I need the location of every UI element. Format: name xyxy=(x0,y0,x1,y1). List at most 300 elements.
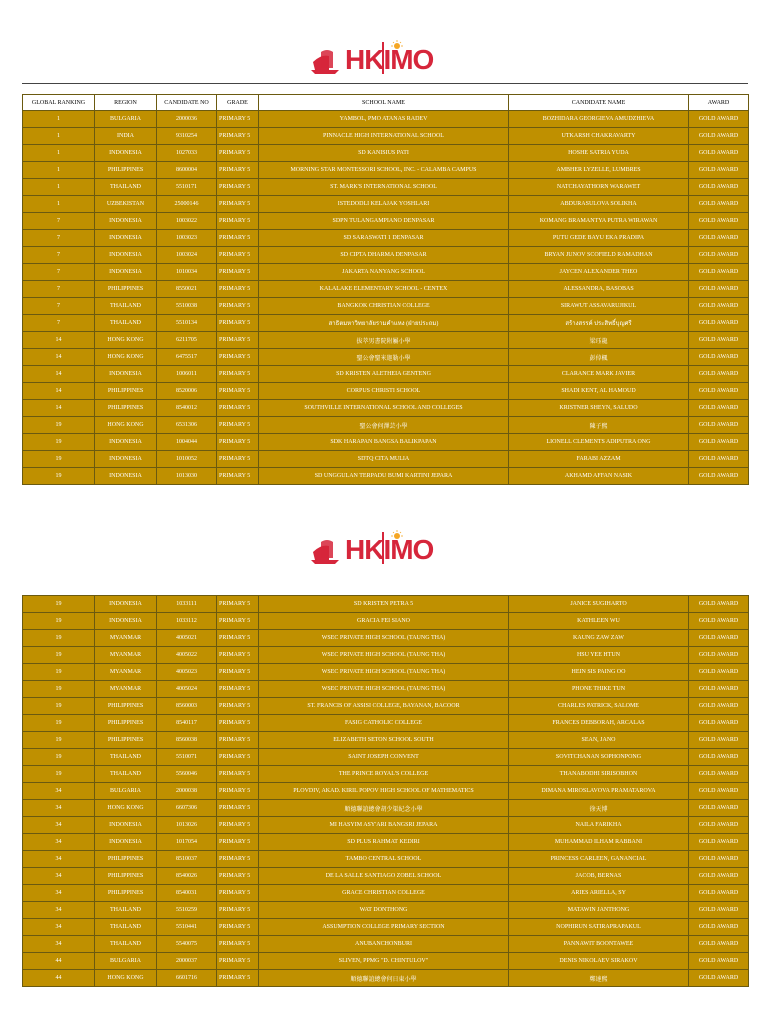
cell-candidate-name: 彭倬楓 xyxy=(509,349,689,366)
cell-candidate-no: 8540012 xyxy=(157,400,217,417)
cell-global-ranking: 19 xyxy=(23,451,95,468)
cell-candidate-name: CLARANCE MARK JAVIER xyxy=(509,366,689,383)
cell-award: GOLD AWARD xyxy=(689,264,749,281)
cell-region: INDONESIA xyxy=(95,596,157,613)
table-row xyxy=(23,664,749,681)
cell-grade: PRIMARY 5 xyxy=(217,400,259,417)
table-row xyxy=(23,162,749,179)
results-table-1 xyxy=(22,94,749,485)
table-row xyxy=(23,970,749,987)
cell-school-name: WSEC PRIVATE HIGH SCHOOL (TAUNG THA) xyxy=(259,681,509,698)
cell-grade: PRIMARY 5 xyxy=(217,247,259,264)
cell-school-name: 聖公會何澤芸小學 xyxy=(259,417,509,434)
cell-region: THAILAND xyxy=(95,766,157,783)
cell-grade: PRIMARY 5 xyxy=(217,596,259,613)
cell-global-ranking: 44 xyxy=(23,970,95,987)
cell-school-name: PLOVDIV, AKAD. KIRIL POPOV HIGH SCHOOL OF MATHEMATICS xyxy=(259,783,509,800)
cell-candidate-no: 1013026 xyxy=(157,817,217,834)
cell-school-name: ST. FRANCIS OF ASSISI COLLEGE, BAYANAN, BACOOR xyxy=(259,698,509,715)
cell-candidate-name: PANNAWIT BOONTAWEE xyxy=(509,936,689,953)
cell-candidate-no: 8550021 xyxy=(157,281,217,298)
cell-global-ranking: 19 xyxy=(23,715,95,732)
cell-award: GOLD AWARD xyxy=(689,196,749,213)
cell-region: THAILAND xyxy=(95,315,157,332)
cell-region: PHILIPPINES xyxy=(95,732,157,749)
table-row xyxy=(23,332,749,349)
cell-award: GOLD AWARD xyxy=(689,630,749,647)
cell-grade: PRIMARY 5 xyxy=(217,630,259,647)
cell-candidate-name: JACOB, BERNAS xyxy=(509,868,689,885)
cell-candidate-name: PRINCESS CARLEEN, GANANCIAL xyxy=(509,851,689,868)
cell-candidate-name: ALESSANDRA, BASOBAS xyxy=(509,281,689,298)
cell-global-ranking: 19 xyxy=(23,434,95,451)
cell-school-name: SD KRISTEN PETRA 5 xyxy=(259,596,509,613)
cell-candidate-no: 8600004 xyxy=(157,162,217,179)
table-row xyxy=(23,434,749,451)
cell-global-ranking: 19 xyxy=(23,749,95,766)
cell-region: PHILIPPINES xyxy=(95,868,157,885)
cell-region: THAILAND xyxy=(95,936,157,953)
cell-candidate-no: 1010034 xyxy=(157,264,217,281)
cell-school-name: SDK HARAPAN BANGSA BALIKPAPAN xyxy=(259,434,509,451)
cell-award: GOLD AWARD xyxy=(689,936,749,953)
cell-global-ranking: 7 xyxy=(23,315,95,332)
cell-grade: PRIMARY 5 xyxy=(217,366,259,383)
cell-candidate-name: CHARLES PATRICK, SALOME xyxy=(509,698,689,715)
cell-region: PHILIPPINES xyxy=(95,715,157,732)
cell-region: PHILIPPINES xyxy=(95,383,157,400)
cell-award: GOLD AWARD xyxy=(689,970,749,987)
cell-award: GOLD AWARD xyxy=(689,366,749,383)
cell-global-ranking: 19 xyxy=(23,681,95,698)
cell-region: HONG KONG xyxy=(95,349,157,366)
cell-school-name: WSEC PRIVATE HIGH SCHOOL (TAUNG THA) xyxy=(259,647,509,664)
table-row xyxy=(23,281,749,298)
cell-grade: PRIMARY 5 xyxy=(217,298,259,315)
table-row xyxy=(23,749,749,766)
cell-grade: PRIMARY 5 xyxy=(217,834,259,851)
col-candidate-name: CANDIDATE NAME xyxy=(509,95,689,111)
cell-candidate-name: 鄭達熙 xyxy=(509,970,689,987)
cell-global-ranking: 34 xyxy=(23,902,95,919)
cell-candidate-name: KATHLEEN WU xyxy=(509,613,689,630)
cell-grade: PRIMARY 5 xyxy=(217,468,259,485)
cell-candidate-name: SEAN, JANO xyxy=(509,732,689,749)
table-row xyxy=(23,885,749,902)
table-row xyxy=(23,953,749,970)
cell-school-name: TAMBO CENTRAL SCHOOL xyxy=(259,851,509,868)
cell-award: GOLD AWARD xyxy=(689,162,749,179)
cell-candidate-no: 1004044 xyxy=(157,434,217,451)
cell-region: BULGARIA xyxy=(95,953,157,970)
col-school-name: SCHOOL NAME xyxy=(259,95,509,111)
cell-grade: PRIMARY 5 xyxy=(217,417,259,434)
cell-candidate-no: 1013030 xyxy=(157,468,217,485)
cell-candidate-name: สร้างสรรค์ ประสิทธิ์บุญศรี xyxy=(509,315,689,332)
cell-region: HONG KONG xyxy=(95,970,157,987)
cell-region: HONG KONG xyxy=(95,800,157,817)
cell-grade: PRIMARY 5 xyxy=(217,868,259,885)
cell-school-name: ASSUMPTION COLLEGE PRIMARY SECTION xyxy=(259,919,509,936)
cell-school-name: PINNACLE HIGH INTERNATIONAL SCHOOL xyxy=(259,128,509,145)
cell-award: GOLD AWARD xyxy=(689,468,749,485)
cell-region: INDONESIA xyxy=(95,817,157,834)
cell-award: GOLD AWARD xyxy=(689,111,749,128)
cell-region: MYANMAR xyxy=(95,647,157,664)
cell-award: GOLD AWARD xyxy=(689,417,749,434)
cell-grade: PRIMARY 5 xyxy=(217,145,259,162)
cell-candidate-name: ARIES ARIELLA, SY xyxy=(509,885,689,902)
cell-school-name: SD KRISTEN ALETHEIA GENTENG xyxy=(259,366,509,383)
cell-region: INDONESIA xyxy=(95,247,157,264)
table-body-1 xyxy=(23,111,749,485)
cell-school-name: SD UNGGULAN TERPADU BUMI KARTINI JEPARA xyxy=(259,468,509,485)
hkimo-logo xyxy=(0,40,768,80)
cell-grade: PRIMARY 5 xyxy=(217,783,259,800)
cell-candidate-no: 6607306 xyxy=(157,800,217,817)
cell-global-ranking: 44 xyxy=(23,953,95,970)
cell-award: GOLD AWARD xyxy=(689,749,749,766)
col-grade: GRADE xyxy=(217,95,259,111)
cell-candidate-no: 8540026 xyxy=(157,868,217,885)
cell-candidate-no: 8560038 xyxy=(157,732,217,749)
cell-global-ranking: 19 xyxy=(23,468,95,485)
cell-school-name: GRACIA FEI SIANO xyxy=(259,613,509,630)
cell-award: GOLD AWARD xyxy=(689,953,749,970)
cell-school-name: WSEC PRIVATE HIGH SCHOOL (TAUNG THA) xyxy=(259,664,509,681)
cell-global-ranking: 19 xyxy=(23,647,95,664)
col-region: REGION xyxy=(95,95,157,111)
cell-candidate-name: SIRAWUT ASSAVARUJIKUL xyxy=(509,298,689,315)
cell-grade: PRIMARY 5 xyxy=(217,800,259,817)
table-row xyxy=(23,383,749,400)
cell-candidate-name: 徐天博 xyxy=(509,800,689,817)
table-row xyxy=(23,800,749,817)
cell-global-ranking: 19 xyxy=(23,630,95,647)
cell-grade: PRIMARY 5 xyxy=(217,817,259,834)
cell-school-name: SAINT JOSEPH CONVENT xyxy=(259,749,509,766)
cell-candidate-name: BRYAN JUNOV SCOFIELD RAMADHAN xyxy=(509,247,689,264)
cell-global-ranking: 1 xyxy=(23,162,95,179)
cell-candidate-no: 4005022 xyxy=(157,647,217,664)
cell-award: GOLD AWARD xyxy=(689,647,749,664)
cell-region: INDONESIA xyxy=(95,834,157,851)
table-row xyxy=(23,179,749,196)
cell-school-name: SDTQ CITA MULIA xyxy=(259,451,509,468)
cell-global-ranking: 34 xyxy=(23,868,95,885)
cell-candidate-no: 2000037 xyxy=(157,953,217,970)
cell-global-ranking: 1 xyxy=(23,196,95,213)
cell-school-name: KALALAKE ELEMENTARY SCHOOL - CENTEX xyxy=(259,281,509,298)
cell-candidate-name: AKHAMD AFFAN NASIK xyxy=(509,468,689,485)
table-row xyxy=(23,902,749,919)
table-row xyxy=(23,128,749,145)
cell-candidate-name: HOSHE SATRIA YUDA xyxy=(509,145,689,162)
cell-region: BULGARIA xyxy=(95,111,157,128)
cell-candidate-name: FRANCES DEBBORAH, ARCALAS xyxy=(509,715,689,732)
cell-school-name: สาธิตมหาวิทยาลัยรามคำแหง (ฝ่ายประถม) xyxy=(259,315,509,332)
cell-candidate-name: AMBHER LYZELLE, LUMBRES xyxy=(509,162,689,179)
cell-award: GOLD AWARD xyxy=(689,247,749,264)
cell-candidate-no: 4005023 xyxy=(157,664,217,681)
cell-grade: PRIMARY 5 xyxy=(217,681,259,698)
table-row xyxy=(23,451,749,468)
table-row xyxy=(23,936,749,953)
cell-candidate-name: JAYCEN ALEXANDER THEO xyxy=(509,264,689,281)
cell-award: GOLD AWARD xyxy=(689,919,749,936)
cell-region: PHILIPPINES xyxy=(95,698,157,715)
cell-candidate-no: 1003024 xyxy=(157,247,217,264)
cell-region: THAILAND xyxy=(95,902,157,919)
cell-school-name: WSEC PRIVATE HIGH SCHOOL (TAUNG THA) xyxy=(259,630,509,647)
cell-award: GOLD AWARD xyxy=(689,383,749,400)
cell-award: GOLD AWARD xyxy=(689,715,749,732)
cell-school-name: 順德聯誼總會何日東小學 xyxy=(259,970,509,987)
cell-region: BULGARIA xyxy=(95,783,157,800)
cell-award: GOLD AWARD xyxy=(689,902,749,919)
cell-grade: PRIMARY 5 xyxy=(217,213,259,230)
cell-candidate-no: 1010052 xyxy=(157,451,217,468)
cell-region: PHILIPPINES xyxy=(95,162,157,179)
cell-grade: PRIMARY 5 xyxy=(217,196,259,213)
table-row xyxy=(23,213,749,230)
cell-region: PHILIPPINES xyxy=(95,851,157,868)
cell-award: GOLD AWARD xyxy=(689,868,749,885)
cell-region: INDONESIA xyxy=(95,264,157,281)
cell-region: INDONESIA xyxy=(95,468,157,485)
hkimo-logo-page2 xyxy=(0,530,768,570)
cell-award: GOLD AWARD xyxy=(689,800,749,817)
cell-candidate-no: 8540117 xyxy=(157,715,217,732)
cell-grade: PRIMARY 5 xyxy=(217,919,259,936)
table-row xyxy=(23,715,749,732)
cell-candidate-name: MATAWIN JANTHONG xyxy=(509,902,689,919)
table-row xyxy=(23,349,749,366)
cell-award: GOLD AWARD xyxy=(689,613,749,630)
cell-candidate-name: NAILA FARIKHA xyxy=(509,817,689,834)
cell-region: INDONESIA xyxy=(95,451,157,468)
table-row xyxy=(23,613,749,630)
cell-school-name: SD CIPTA DHARMA DENPASAR xyxy=(259,247,509,264)
cell-school-name: ANUBANCHONBURI xyxy=(259,936,509,953)
table-row xyxy=(23,230,749,247)
cell-grade: PRIMARY 5 xyxy=(217,885,259,902)
cell-candidate-name: BOZHIDARA GEORGIEVA AMUDZHIEVA xyxy=(509,111,689,128)
cell-candidate-no: 1003022 xyxy=(157,213,217,230)
cell-region: MYANMAR xyxy=(95,664,157,681)
cell-region: THAILAND xyxy=(95,919,157,936)
cell-candidate-name: MUHAMMAD ILHAM RABBANI xyxy=(509,834,689,851)
cell-candidate-name: HSU YEE HTUN xyxy=(509,647,689,664)
cell-region: MYANMAR xyxy=(95,630,157,647)
cell-award: GOLD AWARD xyxy=(689,128,749,145)
table-row xyxy=(23,868,749,885)
cell-candidate-no: 5510038 xyxy=(157,298,217,315)
cell-candidate-no: 5510441 xyxy=(157,919,217,936)
cell-region: INDONESIA xyxy=(95,434,157,451)
table-row xyxy=(23,681,749,698)
table-row xyxy=(23,851,749,868)
cell-candidate-name: KAUNG ZAW ZAW xyxy=(509,630,689,647)
cell-global-ranking: 19 xyxy=(23,417,95,434)
cell-award: GOLD AWARD xyxy=(689,315,749,332)
col-candidate-no: CANDIDATE NO xyxy=(157,95,217,111)
cell-candidate-no: 1033112 xyxy=(157,613,217,630)
cell-grade: PRIMARY 5 xyxy=(217,766,259,783)
cell-region: MYANMAR xyxy=(95,681,157,698)
logo-text: HKIMO xyxy=(345,44,434,75)
cell-global-ranking: 19 xyxy=(23,664,95,681)
cell-region: INDIA xyxy=(95,128,157,145)
cell-candidate-no: 5510071 xyxy=(157,749,217,766)
cell-candidate-name: DIMANA MIROSLAVOVA PRAMATAROVA xyxy=(509,783,689,800)
table-body-2 xyxy=(23,596,749,987)
cell-grade: PRIMARY 5 xyxy=(217,664,259,681)
cell-candidate-name: ABDURASULOVA SOLIKHA xyxy=(509,196,689,213)
cell-candidate-no: 9310254 xyxy=(157,128,217,145)
table-row xyxy=(23,630,749,647)
table-row xyxy=(23,919,749,936)
cell-grade: PRIMARY 5 xyxy=(217,749,259,766)
cell-school-name: SD SARASWATI 1 DENPASAR xyxy=(259,230,509,247)
table-row xyxy=(23,732,749,749)
cell-candidate-no: 5540075 xyxy=(157,936,217,953)
cell-candidate-name: NOPHIRUN SATIRAPRAPAKUL xyxy=(509,919,689,936)
cell-global-ranking: 14 xyxy=(23,366,95,383)
cell-grade: PRIMARY 5 xyxy=(217,698,259,715)
cell-candidate-name: PUTU GEDE BAYU EKA PRADIPA xyxy=(509,230,689,247)
cell-award: GOLD AWARD xyxy=(689,298,749,315)
cell-school-name: GRACE CHRISTIAN COLLEGE xyxy=(259,885,509,902)
cell-award: GOLD AWARD xyxy=(689,145,749,162)
table-row xyxy=(23,111,749,128)
cell-global-ranking: 1 xyxy=(23,128,95,145)
cell-candidate-name: JANICE SUGIHARTO xyxy=(509,596,689,613)
cell-award: GOLD AWARD xyxy=(689,851,749,868)
cell-candidate-name: HEIN SIS PAING OO xyxy=(509,664,689,681)
cell-grade: PRIMARY 5 xyxy=(217,732,259,749)
table-row xyxy=(23,366,749,383)
cell-region: INDONESIA xyxy=(95,366,157,383)
cell-school-name: JAKARTA NANYANG SCHOOL xyxy=(259,264,509,281)
cell-grade: PRIMARY 5 xyxy=(217,162,259,179)
cell-global-ranking: 19 xyxy=(23,596,95,613)
cell-award: GOLD AWARD xyxy=(689,596,749,613)
cell-global-ranking: 34 xyxy=(23,885,95,902)
cell-region: INDONESIA xyxy=(95,230,157,247)
cell-global-ranking: 7 xyxy=(23,247,95,264)
cell-grade: PRIMARY 5 xyxy=(217,349,259,366)
table-row xyxy=(23,145,749,162)
cell-school-name: SDPN TULANGAMPIANO DENPASAR xyxy=(259,213,509,230)
cell-award: GOLD AWARD xyxy=(689,834,749,851)
cell-candidate-no: 5560046 xyxy=(157,766,217,783)
cell-global-ranking: 34 xyxy=(23,919,95,936)
cell-region: PHILIPPINES xyxy=(95,281,157,298)
table-row xyxy=(23,596,749,613)
cell-school-name: SLIVEN, PPMG "D. CHINTULOV" xyxy=(259,953,509,970)
cell-candidate-name: NATCHAYATHORN WARAWET xyxy=(509,179,689,196)
cell-school-name: YAMBOL, PMO ATANAS RADEV xyxy=(259,111,509,128)
cell-candidate-name: PHONE THIKE TUN xyxy=(509,681,689,698)
table-row xyxy=(23,698,749,715)
cell-global-ranking: 19 xyxy=(23,766,95,783)
cell-award: GOLD AWARD xyxy=(689,681,749,698)
cell-award: GOLD AWARD xyxy=(689,230,749,247)
cell-global-ranking: 34 xyxy=(23,817,95,834)
cell-global-ranking: 34 xyxy=(23,936,95,953)
cell-global-ranking: 34 xyxy=(23,851,95,868)
cell-candidate-name: LIONELL CLEMENTS ADIPUTRA ONG xyxy=(509,434,689,451)
results-table-2 xyxy=(22,595,749,987)
table-row xyxy=(23,264,749,281)
cell-global-ranking: 14 xyxy=(23,332,95,349)
cell-global-ranking: 14 xyxy=(23,383,95,400)
table-row xyxy=(23,647,749,664)
cell-global-ranking: 7 xyxy=(23,264,95,281)
cell-candidate-no: 6601716 xyxy=(157,970,217,987)
cell-candidate-name: SOVITCHANAN SOPHONPONG xyxy=(509,749,689,766)
cell-grade: PRIMARY 5 xyxy=(217,179,259,196)
cell-candidate-no: 6211705 xyxy=(157,332,217,349)
cell-award: GOLD AWARD xyxy=(689,766,749,783)
cell-candidate-name: SHADI KENT, AL HAMOUD xyxy=(509,383,689,400)
cell-candidate-no: 8520006 xyxy=(157,383,217,400)
cell-grade: PRIMARY 5 xyxy=(217,902,259,919)
cell-grade: PRIMARY 5 xyxy=(217,936,259,953)
cell-award: GOLD AWARD xyxy=(689,783,749,800)
cell-global-ranking: 14 xyxy=(23,400,95,417)
cell-global-ranking: 34 xyxy=(23,783,95,800)
table-row xyxy=(23,817,749,834)
cell-school-name: DE LA SALLE SANTIAGO ZOBEL SCHOOL xyxy=(259,868,509,885)
table-row xyxy=(23,196,749,213)
cell-region: THAILAND xyxy=(95,298,157,315)
cell-global-ranking: 1 xyxy=(23,179,95,196)
cell-candidate-no: 8510037 xyxy=(157,851,217,868)
cell-school-name: 拔萃男書院附屬小學 xyxy=(259,332,509,349)
cell-candidate-no: 25000146 xyxy=(157,196,217,213)
cell-region: INDONESIA xyxy=(95,213,157,230)
header-divider xyxy=(22,83,748,84)
cell-candidate-no: 1027033 xyxy=(157,145,217,162)
cell-grade: PRIMARY 5 xyxy=(217,281,259,298)
table-row xyxy=(23,834,749,851)
cell-candidate-no: 8540031 xyxy=(157,885,217,902)
cell-global-ranking: 19 xyxy=(23,732,95,749)
cell-grade: PRIMARY 5 xyxy=(217,715,259,732)
cell-global-ranking: 34 xyxy=(23,834,95,851)
cell-award: GOLD AWARD xyxy=(689,664,749,681)
col-award: AWARD xyxy=(689,95,749,111)
col-global-ranking: GLOBAL RANKING xyxy=(23,95,95,111)
cell-region: INDONESIA xyxy=(95,145,157,162)
cell-candidate-no: 1017054 xyxy=(157,834,217,851)
cell-region: HONG KONG xyxy=(95,332,157,349)
table-row xyxy=(23,766,749,783)
cell-candidate-no: 6531306 xyxy=(157,417,217,434)
cell-grade: PRIMARY 5 xyxy=(217,647,259,664)
cell-region: UZBEKISTAN xyxy=(95,196,157,213)
cell-candidate-no: 1006011 xyxy=(157,366,217,383)
cell-global-ranking: 19 xyxy=(23,698,95,715)
cell-school-name: CORPUS CHRISTI SCHOOL xyxy=(259,383,509,400)
logo-text: HKIMO xyxy=(345,534,434,565)
cell-grade: PRIMARY 5 xyxy=(217,434,259,451)
cell-candidate-no: 1033111 xyxy=(157,596,217,613)
cell-candidate-name: UTKARSH CHAKRAVARTY xyxy=(509,128,689,145)
cell-global-ranking: 7 xyxy=(23,298,95,315)
